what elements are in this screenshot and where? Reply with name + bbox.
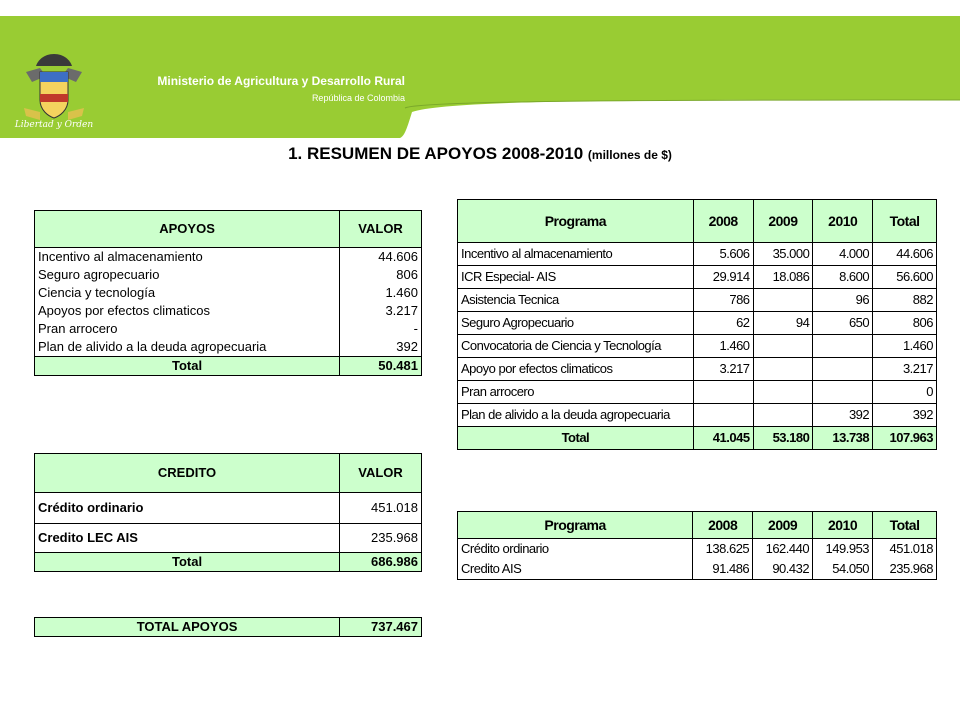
programa-apoyos-table	[457, 199, 937, 450]
cell-2010: 650	[813, 312, 873, 335]
cell-2008: 62	[693, 312, 753, 335]
row-label: Incentivo al almacenamiento	[38, 249, 203, 264]
total-row	[458, 427, 937, 450]
cell-total: 392	[873, 404, 937, 427]
table-row	[458, 243, 937, 266]
republic-name: República de Colombia	[311, 93, 405, 103]
row-label: Ciencia y tecnología	[38, 285, 156, 300]
row-value: 3.217	[340, 302, 422, 320]
valor-header: VALOR	[340, 211, 422, 248]
cell-2010: 54.050	[813, 559, 873, 580]
row-label: Pran arrocero	[458, 381, 694, 404]
year-2009-header: 2009	[753, 200, 813, 243]
cell-total: 3.217	[873, 358, 937, 381]
cell-2010: 4.000	[813, 243, 873, 266]
cell-2008	[693, 404, 753, 427]
apoyos-table	[34, 210, 422, 376]
table-header-row	[458, 200, 937, 243]
row-label: Asistencia Tecnica	[458, 289, 694, 312]
cell-2010: 96	[813, 289, 873, 312]
total-label: Total	[35, 553, 340, 572]
row-label: Convocatoria de Ciencia y Tecnología	[458, 335, 694, 358]
year-2010-header: 2010	[813, 200, 873, 243]
row-label: Crédito ordinario	[458, 539, 693, 560]
table-row	[458, 358, 937, 381]
table-row	[35, 320, 422, 338]
credito-table	[34, 453, 422, 572]
row-value: -	[340, 320, 422, 338]
cell-2009: 18.086	[753, 266, 813, 289]
row-label: Credito LEC AIS	[38, 530, 138, 545]
table-row	[458, 559, 937, 580]
total-row	[35, 357, 422, 376]
cell-total: 56.600	[873, 266, 937, 289]
total-apoyos-label: TOTAL APOYOS	[35, 618, 340, 637]
table-row	[35, 338, 422, 357]
table-header-row	[35, 454, 422, 493]
credito-header: CREDITO	[35, 454, 340, 493]
year-2009-header: 2009	[753, 512, 813, 539]
row-label: ICR Especial- AIS	[458, 266, 694, 289]
table-row	[35, 302, 422, 320]
cell-2008: 138.625	[693, 539, 753, 560]
year-2008-header: 2008	[693, 512, 753, 539]
total-value: 50.481	[340, 357, 422, 376]
page-title	[0, 144, 960, 164]
programa-header: Programa	[458, 512, 693, 539]
total-header: Total	[873, 512, 937, 539]
total-label: Total	[458, 427, 694, 450]
cell-2010	[813, 381, 873, 404]
row-value: 392	[340, 338, 422, 357]
cell-2010	[813, 358, 873, 381]
total-2010: 13.738	[813, 427, 873, 450]
row-label: Incentivo al almacenamiento	[458, 243, 694, 266]
row-label: Pran arrocero	[38, 321, 118, 336]
cell-2010: 392	[813, 404, 873, 427]
table-row	[458, 266, 937, 289]
cell-2009	[753, 381, 813, 404]
total-row	[35, 553, 422, 572]
cell-2008: 3.217	[693, 358, 753, 381]
row-value: 235.968	[340, 524, 422, 553]
row-value: 44.606	[340, 248, 422, 267]
table-row	[35, 524, 422, 553]
row-label: Plan de alivido a la deuda agropecuaria	[458, 404, 694, 427]
total-header: Total	[873, 200, 937, 243]
title-sub: (millones de $)	[587, 148, 672, 162]
cell-2008: 91.486	[693, 559, 753, 580]
cell-2008: 1.460	[693, 335, 753, 358]
table-row	[458, 335, 937, 358]
table-row	[458, 381, 937, 404]
ministry-name: Ministerio de Agricultura y Desarrollo Rural	[157, 74, 405, 88]
cell-2010: 149.953	[813, 539, 873, 560]
cell-2009: 162.440	[753, 539, 813, 560]
cell-2009	[753, 335, 813, 358]
year-2010-header: 2010	[813, 512, 873, 539]
cell-total: 0	[873, 381, 937, 404]
total-value: 686.986	[340, 553, 422, 572]
table-row	[35, 493, 422, 524]
cell-total: 882	[873, 289, 937, 312]
total-apoyos-table	[34, 617, 422, 637]
row-label: Crédito ordinario	[35, 493, 340, 524]
row-value: 1.460	[340, 284, 422, 302]
cell-total: 1.460	[873, 335, 937, 358]
cell-total: 451.018	[873, 539, 937, 560]
table-row	[35, 248, 422, 267]
total-apoyos-value: 737.467	[340, 618, 422, 637]
total-total: 107.963	[873, 427, 937, 450]
cell-total: 235.968	[873, 559, 937, 580]
apoyos-header: APOYOS	[35, 211, 340, 248]
total-label: Total	[35, 357, 340, 376]
valor-header: VALOR	[340, 454, 422, 493]
cell-2009	[753, 358, 813, 381]
row-label: Apoyo por efectos climaticos	[458, 358, 694, 381]
programa-credito-table	[457, 511, 937, 580]
total-2008: 41.045	[693, 427, 753, 450]
total-2009: 53.180	[753, 427, 813, 450]
cell-2009: 35.000	[753, 243, 813, 266]
cell-2010: 8.600	[813, 266, 873, 289]
cell-total: 806	[873, 312, 937, 335]
row-label: Credito AIS	[458, 559, 693, 580]
table-row	[458, 289, 937, 312]
year-2008-header: 2008	[693, 200, 753, 243]
programa-header: Programa	[458, 200, 694, 243]
table-row	[458, 404, 937, 427]
total-row	[35, 618, 422, 637]
row-label: Seguro Agropecuario	[458, 312, 694, 335]
row-value: 806	[340, 266, 422, 284]
cell-2009	[753, 404, 813, 427]
table-row	[458, 312, 937, 335]
cell-2010	[813, 335, 873, 358]
table-row	[458, 539, 937, 560]
cell-total: 44.606	[873, 243, 937, 266]
cell-2008: 29.914	[693, 266, 753, 289]
cell-2008	[693, 381, 753, 404]
cell-2008: 786	[693, 289, 753, 312]
crest-motto: Libertad y Orden	[14, 120, 94, 130]
cell-2009: 90.432	[753, 559, 813, 580]
cell-2009: 94	[753, 312, 813, 335]
row-label: Apoyos por efectos climaticos	[38, 303, 210, 318]
table-row	[35, 284, 422, 302]
row-label: Seguro agropecuario	[38, 267, 160, 282]
cell-2008: 5.606	[693, 243, 753, 266]
table-row	[35, 266, 422, 284]
table-header-row	[458, 512, 937, 539]
table-header-row	[35, 211, 422, 248]
cell-2009	[753, 289, 813, 312]
row-value: 451.018	[340, 493, 422, 524]
title-main: 1. RESUMEN DE APOYOS 2008-2010	[288, 144, 584, 163]
row-label: Plan de alivido a la deuda agropecuaria	[38, 339, 267, 354]
